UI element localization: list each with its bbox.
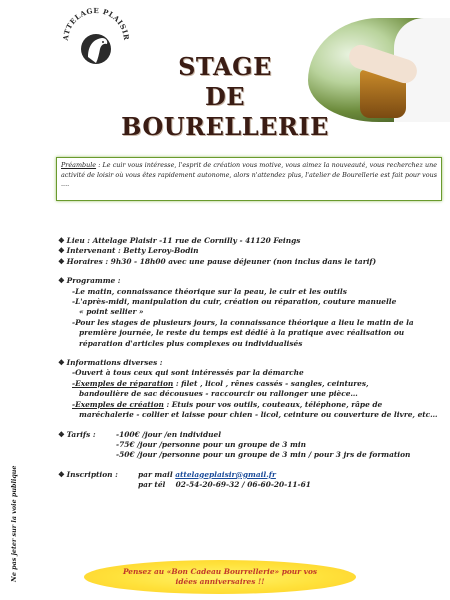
- cta-line-1: Pensez au «Bon Cadeau Bourrellerie» pour vos: [122, 567, 318, 576]
- tarif-line: -50€ /jour /personne pour un groupe de 3 min / pour 3 jrs de formation: [116, 450, 411, 460]
- diamond-bullet-icon: ❖: [58, 236, 65, 245]
- preamble-text: : Le cuir vous intéresse, l'esprit de création vous motive, vous aimez la nouveauté, vous recherchez une activité de loisir où vous êtes rapidement autonome, alors n'attendez plus, l'atelier de Bourellerie est fait pour vous ....: [61, 161, 437, 188]
- reparation-line: -Exemples de réparation : filet , licol , rênes cassés - sangles, ceintures,: [72, 378, 369, 388]
- informations-open: -Ouvert à tous ceux qui sont intéressés par la démarche: [72, 368, 304, 378]
- intervenant-line: ❖ Intervenant : Betty Leroy-Bodin: [58, 246, 199, 256]
- tarif-line: -100€ /jour /en individuel: [116, 429, 222, 439]
- inscription-row: [58, 470, 446, 480]
- flyer-body: [58, 236, 446, 491]
- lieu-line: ❖ Lieu : Attelage Plaisir -11 rue de Cornilly - 41120 Feings: [58, 236, 301, 245]
- creation-line-2: maréchalerie - collier et laisse pour chien - licol, ceinture ou couverture de livre, etc…: [79, 410, 438, 420]
- title-line-3: BOURELLERIE: [121, 112, 329, 141]
- tarif-line: -75€ /jour /personne pour un groupe de 3 min: [116, 439, 307, 449]
- diamond-bullet-icon: ❖: [58, 276, 65, 286]
- programme-line: -Le matin, connaissance théorique sur la peau, le cuir et les outils: [72, 286, 347, 296]
- title-line-2: DE: [204, 82, 246, 111]
- tarif-row: [58, 430, 446, 440]
- diamond-bullet-icon: ❖: [58, 256, 65, 266]
- gift-voucher-banner: [84, 560, 356, 594]
- title-line-1: STAGE: [178, 52, 272, 81]
- email-link[interactable]: attelageplaisir@gmail.fr: [175, 469, 276, 479]
- creation-line: -Exemples de création : Etuis pour vos outils, couteaux, téléphone, râpe de: [72, 399, 383, 409]
- horaires-line: ❖ Horaires : 9h30 - 18h00 avec une pause déjeuner (non inclus dans le tarif): [58, 256, 377, 266]
- diamond-bullet-icon: ❖: [58, 469, 65, 479]
- diamond-bullet-icon: ❖: [58, 358, 65, 368]
- diamond-bullet-icon: ❖: [58, 429, 65, 439]
- programme-line: -L'après-midi, manipulation du cuir, création ou réparation, couture manuelle: [72, 297, 397, 307]
- cta-line-2: idées anniversaires !!: [175, 577, 265, 586]
- reparation-line-2: bandoulière de sac décousues - raccourcir ou rallonger une pièce…: [79, 389, 358, 399]
- tel-prefix: par tél: [138, 480, 166, 490]
- tarif-label: Tarifs :: [66, 429, 96, 439]
- vertical-note-text: Ne pas jeter sur la voie publique: [10, 465, 18, 582]
- informations-heading: ❖ Informations diverses :: [58, 358, 163, 368]
- mail-prefix: par mail: [138, 469, 176, 479]
- vertical-note: [4, 465, 24, 590]
- svg-text:ATTELAGE PLAISIR: ATTELAGE PLAISIR: [60, 5, 132, 42]
- programme-line: « point sellier »: [79, 307, 144, 317]
- phone-numbers: 02-54-20-69-32 / 06-60-20-11-61: [175, 480, 311, 490]
- programme-line: réparation d'articles plus complexes ou individualisés: [79, 338, 303, 348]
- inscription-label: Inscription :: [66, 469, 118, 479]
- preamble-label: Préambule: [61, 161, 97, 169]
- programme-line: -Pour les stages de plusieurs jours, la connaissance théorique a lieu le matin de la: [72, 317, 414, 327]
- programme-line: première journée, le reste du temps est dédié à la pratique avec réalisation ou: [79, 328, 405, 338]
- diamond-bullet-icon: ❖: [58, 246, 65, 256]
- preamble-box: [56, 157, 442, 201]
- programme-heading: ❖ Programme :: [58, 276, 121, 286]
